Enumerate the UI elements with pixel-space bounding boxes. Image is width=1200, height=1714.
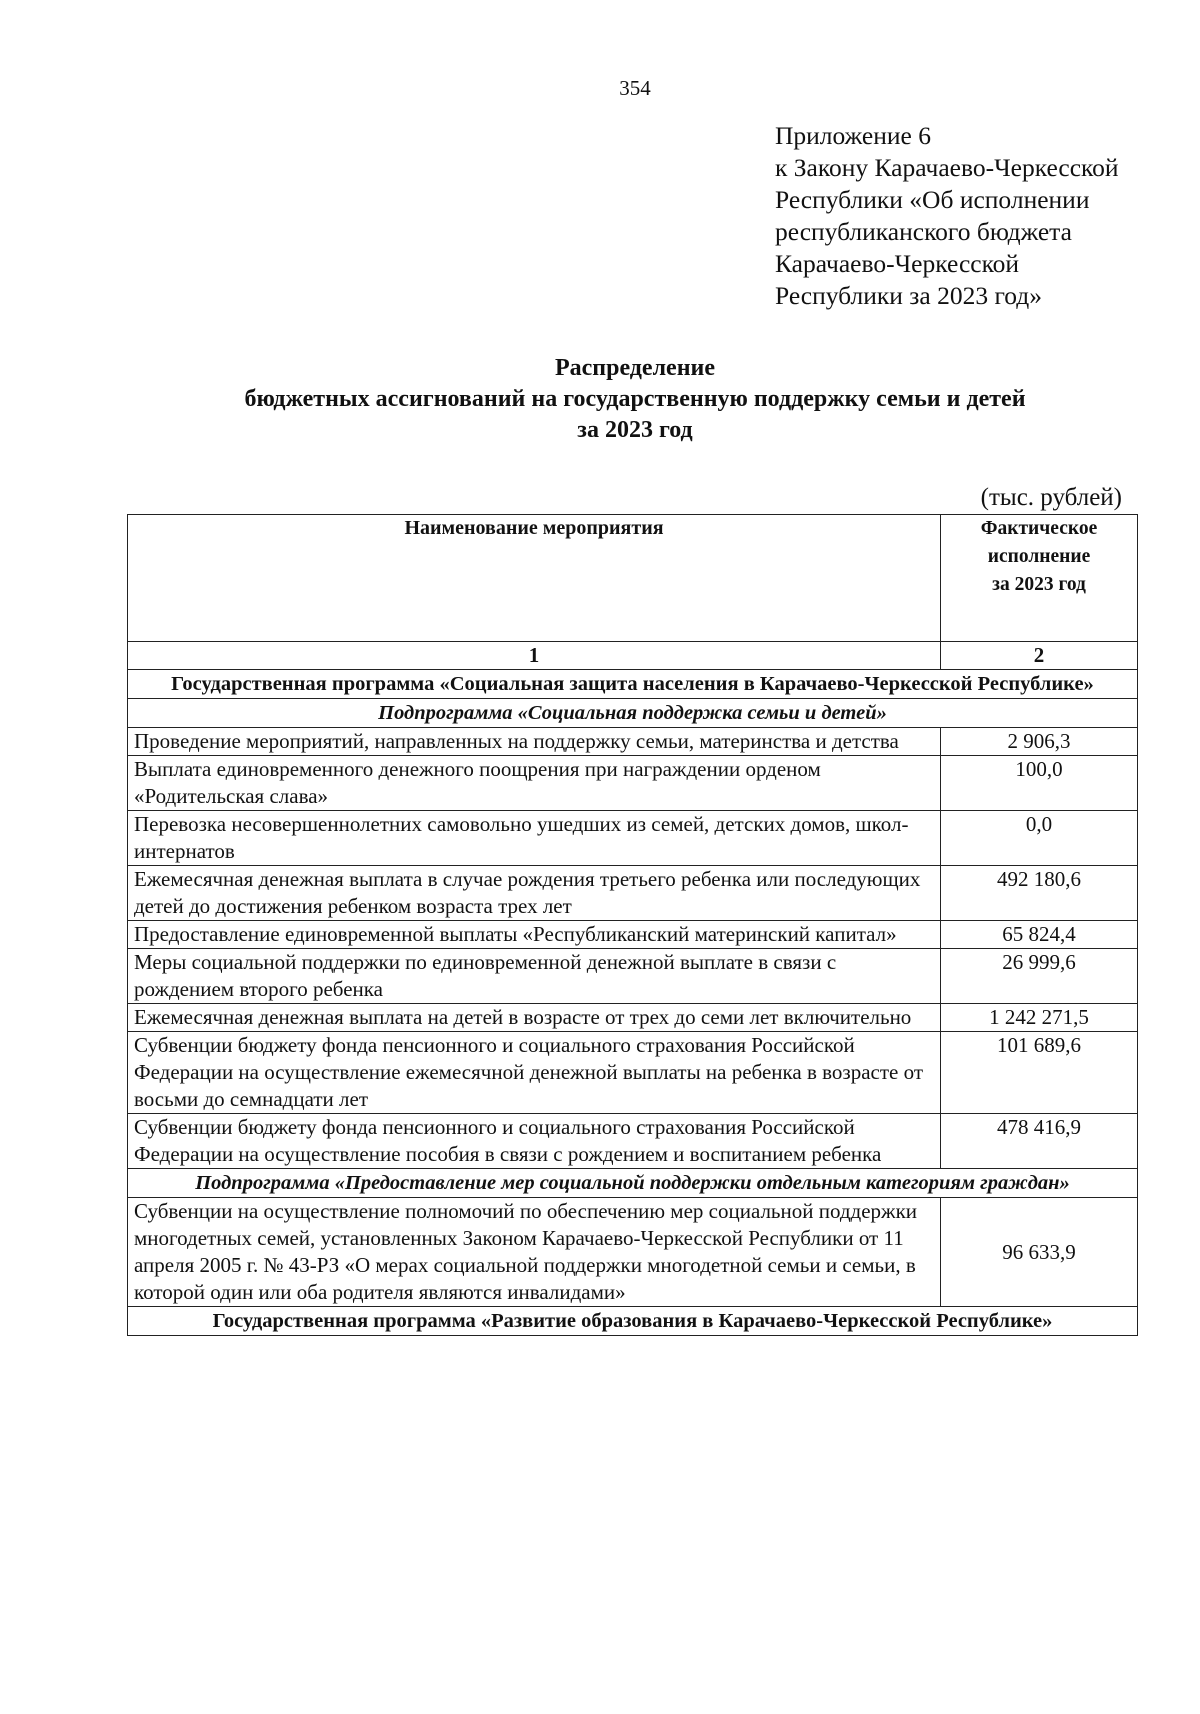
appendix-line: Приложение 6 (775, 121, 931, 150)
document-title (120, 353, 1150, 446)
event-name: Субвенции на осуществление полномочий по обеспечению мер социальной поддержки многодетных семей, установленных Законом Карачаево-Черкесской Республики от 11 апреля 2005 г. № 43-РЗ «О мерах социальной поддержки многодетной семьи и семьи, в которой один или оба родителя являются инвалидами» (128, 1198, 941, 1307)
event-value: 1 242 271,5 (941, 1004, 1138, 1032)
event-value: 2 906,3 (941, 728, 1138, 756)
table-row (128, 921, 1138, 949)
appendix-line: Республики «Об исполнении (775, 185, 1090, 214)
appendix-line: республиканского бюджета (775, 217, 1072, 246)
subprogram-title: Подпрограмма «Социальная поддержка семьи и детей» (128, 699, 1138, 728)
event-name: Выплата единовременного денежного поощрения при награждении орденом «Родительская слава» (128, 756, 941, 811)
header-event-name: Наименование мероприятия (128, 515, 941, 642)
appendix-line: Республики за 2023 год» (775, 281, 1043, 310)
event-value: 100,0 (941, 756, 1138, 811)
event-name: Ежемесячная денежная выплата в случае рождения третьего ребенка или последующих детей до достижения ребенком возраста трех лет (128, 866, 941, 921)
budget-table (127, 514, 1138, 1336)
event-name: Проведение мероприятий, направленных на поддержку семьи, материнства и детства (128, 728, 941, 756)
header-line: исполнение (987, 546, 1091, 567)
table-row (128, 1032, 1138, 1114)
event-value: 26 999,6 (941, 949, 1138, 1004)
page-number: 354 (619, 76, 651, 100)
event-value: 101 689,6 (941, 1032, 1138, 1114)
subprogram-row (128, 1169, 1138, 1198)
unit-label: (тыс. рублей) (980, 484, 1122, 511)
header-line: за 2023 год (992, 574, 1086, 595)
appendix-line: Карачаево-Черкесской (775, 249, 1020, 278)
program-title: Государственная программа «Социальная защита населения в Карачаево-Черкесской Республике» (128, 670, 1138, 699)
table-row (128, 949, 1138, 1004)
event-name: Ежемесячная денежная выплата на детей в возрасте от трех до семи лет включительно (128, 1004, 941, 1032)
event-name: Предоставление единовременной выплаты «Республиканский материнский капитал» (128, 921, 941, 949)
program-title: Государственная программа «Развитие образования в Карачаево-Черкесской Республике» (128, 1307, 1138, 1336)
table-row (128, 811, 1138, 866)
event-name: Субвенции бюджету фонда пенсионного и социального страхования Российской Федерации на осуществление пособия в связи с рождением и воспитанием ребенка (128, 1114, 941, 1169)
program-row (128, 1307, 1138, 1336)
appendix-note (775, 120, 1185, 312)
event-value: 65 824,4 (941, 921, 1138, 949)
table-header-row (128, 515, 1138, 642)
event-value: 0,0 (941, 811, 1138, 866)
table-row (128, 1198, 1138, 1307)
column-number: 2 (941, 642, 1138, 670)
column-numbers-row (128, 642, 1138, 670)
table-row (128, 1004, 1138, 1032)
title-line: за 2023 год (577, 417, 693, 443)
event-name: Субвенции бюджету фонда пенсионного и социального страхования Российской Федерации на осуществление ежемесячной денежной выплаты на ребенка в возрасте от восьми до семнадцати лет (128, 1032, 941, 1114)
header-actual-execution (941, 515, 1138, 642)
subprogram-row (128, 699, 1138, 728)
table-row (128, 728, 1138, 756)
title-line: бюджетных ассигнований на государственную поддержку семьи и детей (244, 386, 1026, 412)
table-row (128, 866, 1138, 921)
header-line: Фактическое (980, 518, 1098, 539)
appendix-line: к Закону Карачаево-Черкесской (775, 153, 1119, 182)
table-row (128, 756, 1138, 811)
event-name: Меры социальной поддержки по единовременной денежной выплате в связи с рождением второго ребенка (128, 949, 941, 1004)
event-value: 96 633,9 (941, 1198, 1138, 1307)
column-number: 1 (128, 642, 941, 670)
subprogram-title: Подпрограмма «Предоставление мер социальной поддержки отдельным категориям граждан» (128, 1169, 1138, 1198)
event-value: 492 180,6 (941, 866, 1138, 921)
event-name: Перевозка несовершеннолетних самовольно ушедших из семей, детских домов, школ-интернатов (128, 811, 941, 866)
program-row (128, 670, 1138, 699)
table-row (128, 1114, 1138, 1169)
title-line: Распределение (554, 355, 716, 381)
event-value: 478 416,9 (941, 1114, 1138, 1169)
